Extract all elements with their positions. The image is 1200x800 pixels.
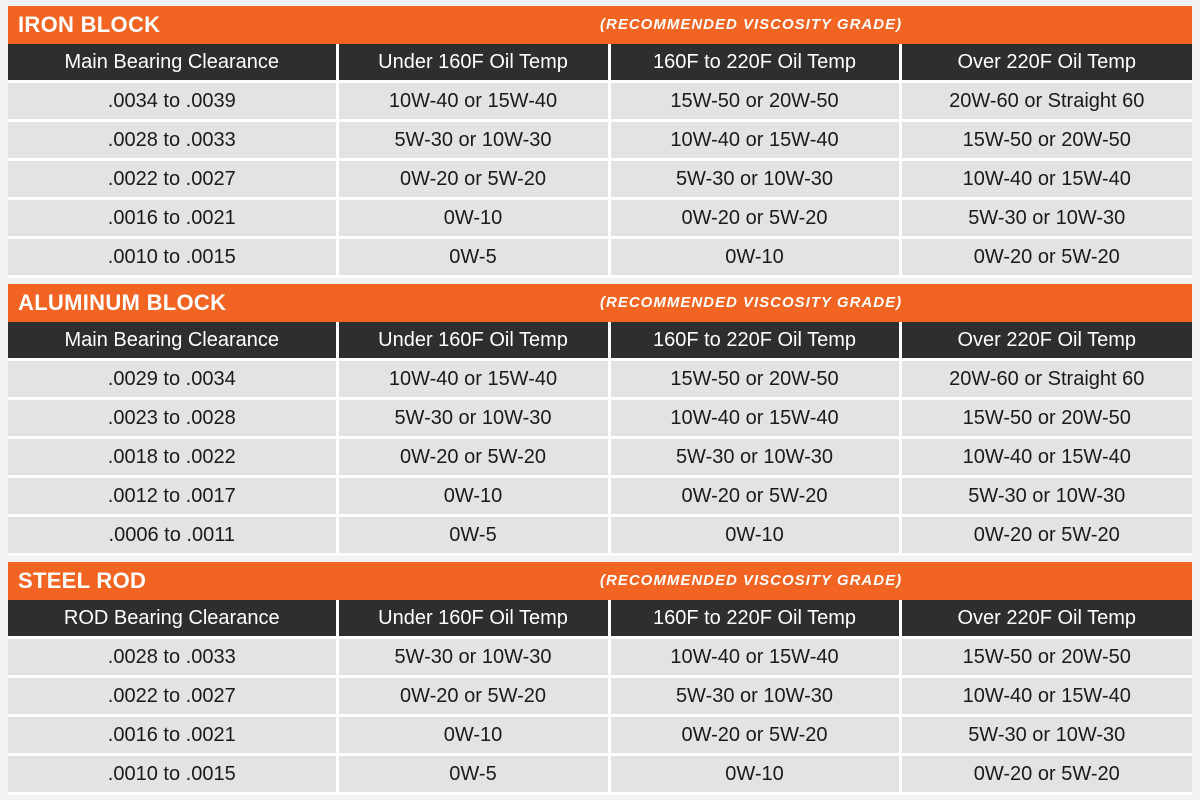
section-iron-block xyxy=(8,6,1192,278)
column-header: Under 160F Oil Temp xyxy=(337,600,609,638)
viscosity-table xyxy=(8,44,1192,278)
table-cell: 0W-10 xyxy=(609,516,900,555)
table-cell: 0W-5 xyxy=(337,755,609,794)
table-cell: 15W-50 or 20W-50 xyxy=(609,82,900,121)
table-cell: .0016 to .0021 xyxy=(8,716,337,755)
table-cell: .0006 to .0011 xyxy=(8,516,337,555)
table-cell: 0W-10 xyxy=(337,477,609,516)
section-steel-rod xyxy=(8,562,1192,795)
table-cell: 0W-20 or 5W-20 xyxy=(609,716,900,755)
column-header: 160F to 220F Oil Temp xyxy=(609,600,900,638)
section-header xyxy=(8,284,1192,322)
table-cell: 5W-30 or 10W-30 xyxy=(337,121,609,160)
table-cell: .0022 to .0027 xyxy=(8,160,337,199)
table-cell: 0W-20 or 5W-20 xyxy=(337,438,609,477)
table-cell: .0012 to .0017 xyxy=(8,477,337,516)
table-row xyxy=(8,716,1192,755)
table-cell: 0W-5 xyxy=(337,238,609,277)
table-cell: 0W-20 or 5W-20 xyxy=(609,199,900,238)
table-cell: 10W-40 or 15W-40 xyxy=(337,360,609,399)
section-header xyxy=(8,6,1192,44)
table-cell: .0028 to .0033 xyxy=(8,638,337,677)
table-row xyxy=(8,516,1192,555)
table-cell: 5W-30 or 10W-30 xyxy=(900,716,1192,755)
table-header-row xyxy=(8,44,1192,82)
table-cell: 0W-20 or 5W-20 xyxy=(900,755,1192,794)
table-header-row xyxy=(8,322,1192,360)
table-row xyxy=(8,121,1192,160)
column-header: 160F to 220F Oil Temp xyxy=(609,322,900,360)
table-row xyxy=(8,755,1192,794)
table-cell: 15W-50 or 20W-50 xyxy=(609,360,900,399)
table-row xyxy=(8,477,1192,516)
table-row xyxy=(8,238,1192,277)
column-header: Main Bearing Clearance xyxy=(8,322,337,360)
table-cell: .0010 to .0015 xyxy=(8,238,337,277)
table-cell: 0W-20 or 5W-20 xyxy=(900,516,1192,555)
table-cell: .0016 to .0021 xyxy=(8,199,337,238)
table-cell: 0W-10 xyxy=(337,716,609,755)
table-cell: 0W-20 or 5W-20 xyxy=(337,677,609,716)
table-row xyxy=(8,677,1192,716)
table-cell: 15W-50 or 20W-50 xyxy=(900,399,1192,438)
table-cell: 5W-30 or 10W-30 xyxy=(900,477,1192,516)
column-header: Over 220F Oil Temp xyxy=(900,600,1192,638)
table-row xyxy=(8,638,1192,677)
table-cell: 5W-30 or 10W-30 xyxy=(337,638,609,677)
table-cell: 5W-30 or 10W-30 xyxy=(609,438,900,477)
table-cell: .0029 to .0034 xyxy=(8,360,337,399)
table-row xyxy=(8,82,1192,121)
table-cell: .0023 to .0028 xyxy=(8,399,337,438)
table-cell: 10W-40 or 15W-40 xyxy=(609,638,900,677)
table-cell: 0W-10 xyxy=(337,199,609,238)
table-cell: 0W-20 or 5W-20 xyxy=(337,160,609,199)
column-header: Over 220F Oil Temp xyxy=(900,44,1192,82)
table-cell: 0W-10 xyxy=(609,755,900,794)
section-title: STEEL ROD xyxy=(18,568,147,593)
table-row xyxy=(8,160,1192,199)
table-cell: 15W-50 or 20W-50 xyxy=(900,638,1192,677)
table-cell: 10W-40 or 15W-40 xyxy=(900,438,1192,477)
table-cell: 10W-40 or 15W-40 xyxy=(609,121,900,160)
table-row xyxy=(8,360,1192,399)
table-cell: .0022 to .0027 xyxy=(8,677,337,716)
table-cell: 0W-5 xyxy=(337,516,609,555)
table-cell: 20W-60 or Straight 60 xyxy=(900,82,1192,121)
viscosity-table xyxy=(8,600,1192,795)
table-cell: 15W-50 or 20W-50 xyxy=(900,121,1192,160)
column-header: ROD Bearing Clearance xyxy=(8,600,337,638)
table-cell: 10W-40 or 15W-40 xyxy=(900,160,1192,199)
table-cell: 10W-40 or 15W-40 xyxy=(337,82,609,121)
column-header: Under 160F Oil Temp xyxy=(337,322,609,360)
table-cell: .0028 to .0033 xyxy=(8,121,337,160)
column-header: Over 220F Oil Temp xyxy=(900,322,1192,360)
table-cell: .0034 to .0039 xyxy=(8,82,337,121)
table-row xyxy=(8,438,1192,477)
section-subtitle: (RECOMMENDED VISCOSITY GRADE) xyxy=(600,16,903,33)
section-aluminum-block xyxy=(8,284,1192,556)
section-title: IRON BLOCK xyxy=(18,12,161,37)
column-header: Main Bearing Clearance xyxy=(8,44,337,82)
table-cell: 5W-30 or 10W-30 xyxy=(337,399,609,438)
column-header: 160F to 220F Oil Temp xyxy=(609,44,900,82)
table-cell: .0018 to .0022 xyxy=(8,438,337,477)
table-cell: 10W-40 or 15W-40 xyxy=(900,677,1192,716)
section-header xyxy=(8,562,1192,600)
table-cell: 0W-20 or 5W-20 xyxy=(900,238,1192,277)
table-row xyxy=(8,399,1192,438)
table-cell: 0W-10 xyxy=(609,238,900,277)
table-row xyxy=(8,199,1192,238)
section-subtitle: (RECOMMENDED VISCOSITY GRADE) xyxy=(600,294,903,311)
table-cell: 10W-40 or 15W-40 xyxy=(609,399,900,438)
table-cell: 5W-30 or 10W-30 xyxy=(609,677,900,716)
column-header: Under 160F Oil Temp xyxy=(337,44,609,82)
table-cell: 20W-60 or Straight 60 xyxy=(900,360,1192,399)
table-header-row xyxy=(8,600,1192,638)
viscosity-table xyxy=(8,322,1192,556)
table-cell: 5W-30 or 10W-30 xyxy=(609,160,900,199)
table-cell: .0010 to .0015 xyxy=(8,755,337,794)
table-cell: 5W-30 or 10W-30 xyxy=(900,199,1192,238)
section-title: ALUMINUM BLOCK xyxy=(18,290,227,315)
table-cell: 0W-20 or 5W-20 xyxy=(609,477,900,516)
section-subtitle: (RECOMMENDED VISCOSITY GRADE) xyxy=(600,572,903,589)
